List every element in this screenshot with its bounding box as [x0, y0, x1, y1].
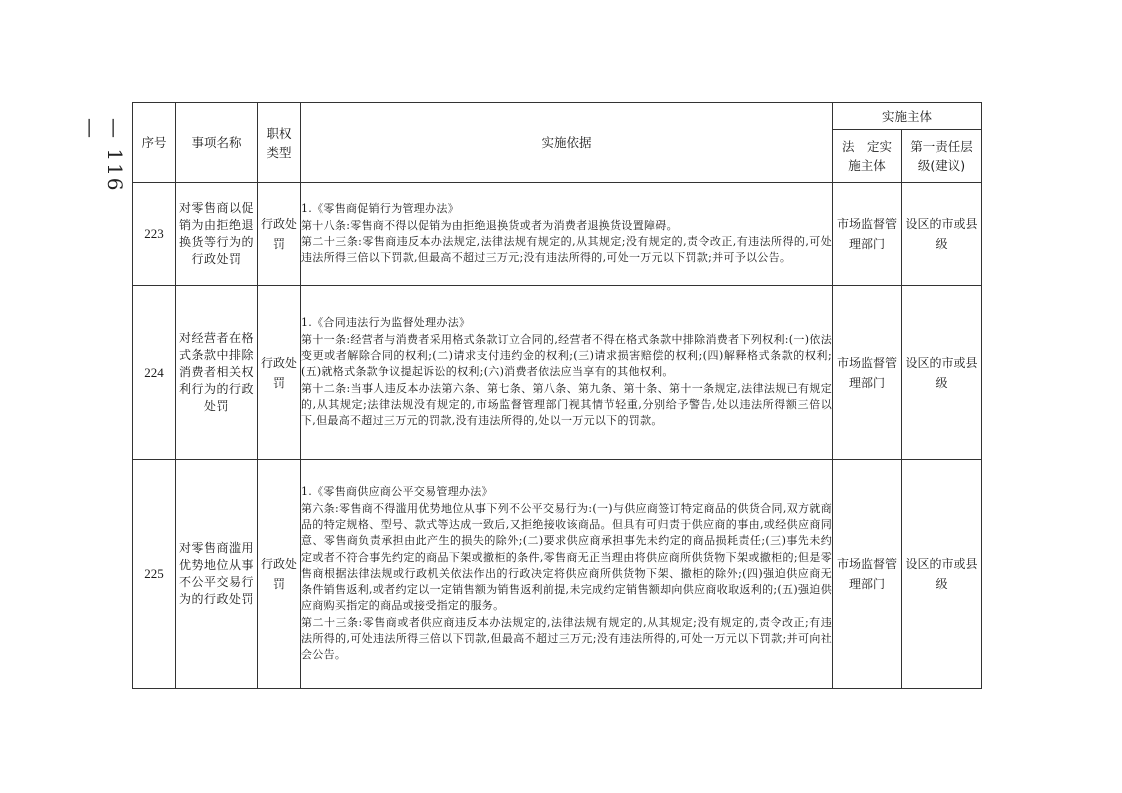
header-first-level: 第一责任层级(建议)	[902, 130, 982, 183]
header-basis: 实施依据	[301, 103, 833, 183]
row-first-level: 设区的市或县级	[902, 460, 982, 689]
row-legal-subject: 市场监督管理部门	[833, 286, 902, 460]
row-seq: 224	[133, 286, 176, 460]
basis-paragraph: 第二十三条:零售商违反本办法规定,法律法规有规定的,从其规定;没有规定的,责令改正,有违法所得的,可处违法所得三倍以下罚款,但最高不超过三万元;没有违法所得的,可处一万元以下罚款;并可予以公告。	[301, 235, 832, 265]
basis-paragraph: 第十八条:零售商不得以促销为由拒绝退换货或者为消费者退换货设置障碍。	[301, 218, 678, 232]
header-legal-subject: 法 定实施主体	[833, 130, 902, 183]
header-name: 事项名称	[176, 103, 258, 183]
table-row	[133, 286, 982, 460]
basis-paragraph: 第二十三条:零售商或者供应商违反本办法规定的,法律法规有规定的,从其规定;没有规定的,责令改正;有违法所得的,可处违法所得三倍以下罚款,但最高不超过三万元;没有违法所得的,可处一万元以下罚款;并可向社会公告。	[301, 615, 832, 662]
row-seq: 225	[133, 460, 176, 689]
row-legal-subject: 市场监督管理部门	[833, 460, 902, 689]
basis-paragraph: 1.《零售商促销行为管理办法》	[301, 202, 459, 216]
row-legal-subject: 市场监督管理部门	[833, 183, 902, 286]
header-type: 职权类型	[258, 103, 301, 183]
table-row	[133, 183, 982, 286]
row-item-name: 对零售商滥用优势地位从事不公平交易行为的行政处罚	[176, 460, 258, 689]
row-first-level: 设区的市或县级	[902, 286, 982, 460]
header-subject: 实施主体	[833, 103, 982, 130]
enforcement-items-table	[132, 102, 982, 689]
row-item-name: 对零售商以促销为由拒绝退换货等行为的行政处罚	[176, 183, 258, 286]
row-power-type: 行政处罚	[258, 286, 301, 460]
page-number: — 116 —	[79, 118, 127, 193]
row-first-level: 设区的市或县级	[902, 183, 982, 286]
row-seq: 223	[133, 183, 176, 286]
row-basis	[301, 286, 833, 460]
basis-paragraph: 第六条:零售商不得滥用优势地位从事下列不公平交易行为:(一)与供应商签订特定商品的供货合同,双方就商品的特定规格、型号、款式等达成一致后,又拒绝接收该商品。但具有可归责于供应商的事由,或经供应商同意、零售商负责承担由此产生的损失的除外;(二)要求供应商承担事先未约定的商品损耗责任;(三)事先未约定或者不符合事先约定的商品下架或撤柜的条件,零售商无正当理由将供应商所供货物下架或撤柜的;但是零售商根据法律法规或行政机关依法作出的行政决定将供应商所供货物下架、撤柜的除外;(四)强迫供应商无条件销售返利,或者约定以一定销售额为销售返利前提,未完成约定销售额却向供应商收取返利的;(五)强迫供应商购买指定的商品或接受指定的服务。	[301, 501, 832, 613]
basis-paragraph: 1.《零售商供应商公平交易管理办法》	[301, 485, 493, 499]
row-basis	[301, 460, 833, 689]
row-power-type: 行政处罚	[258, 183, 301, 286]
row-power-type: 行政处罚	[258, 460, 301, 689]
basis-paragraph: 第十二条:当事人违反本办法第六条、第七条、第八条、第九条、第十条、第十一条规定,法律法规已有规定的,从其规定;法律法规没有规定的,市场监督管理部门视其情节轻重,分别给予警告,处以违法所得额三倍以下,但最高不超过三万元的罚款,没有违法所得的,处以一万元以下的罚款。	[301, 381, 832, 428]
header-seq: 序号	[133, 103, 176, 183]
table-row	[133, 460, 982, 689]
row-basis	[301, 183, 833, 286]
row-item-name: 对经营者在格式条款中排除消费者相关权利行为的行政处罚	[176, 286, 258, 460]
basis-paragraph: 1.《合同违法行为监督处理办法》	[301, 316, 471, 330]
basis-paragraph: 第十一条:经营者与消费者采用格式条款订立合同的,经营者不得在格式条款中排除消费者下列权利:(一)依法变更或者解除合同的权利;(二)请求支付违约金的权利;(三)请求损害赔偿的权利;(四)解释格式条款的权利;(五)就格式条款争议提起诉讼的权利;(六)消费者依法应当享有的其他权利。	[301, 332, 832, 379]
